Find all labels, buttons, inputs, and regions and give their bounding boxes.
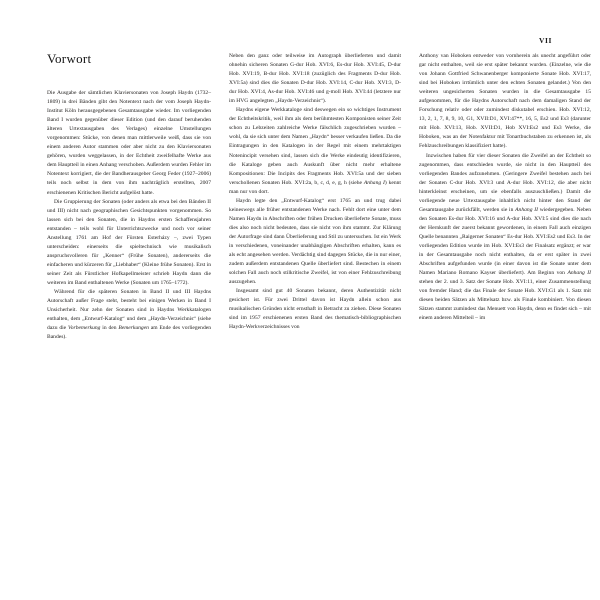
paragraph [229, 106, 401, 196]
italic-run: Bemerkungen [118, 325, 149, 332]
column-one-paragraphs [47, 89, 211, 342]
text-run: am Ende des vorliegenden Bandes). [47, 325, 211, 341]
paragraph [47, 288, 211, 342]
text-run: ) nicht nach geographischen Gesichtspunkten vorgenommen. So lassen sich bei den Sonaten, die in Haydns ersten Schaffensjahren entstanden – teils wohl für Unterrichtszwecke und noch vor seiner Anstellung 1761 am Hof der Fürsten Esterházy –, zwei Typen unterscheiden: einerseits die spieltechnisch wie musikalisch anspruchsvolleren für „Kenner“ (Frühe Sonaten), andererseits die einfacheren und kürzeren für „Liebhaber“ (Kleine frühe Sonaten). Erst in seiner Zeit als Fürstlicher Hofkapellmeister schrieb Haydn dann die weiteren im Band enthaltenen Werke (Sonaten um 1765–1772). [47, 207, 211, 286]
text-run: Haydn legte den „Entwurf-Katalog“ erst 1765 an und trug dabei keineswegs alle früher entstandenen Werke nach. Fehlt dort eine unter dem Namen Haydn in Abschriften oder frühen Drucken überlieferte Sonate, muss dies also noch nicht bedeuten, dass sie nicht von ihm stammt. Zur Klärung der Autorfrage sind dann Überlieferung und Stil zu untersuchen. Ist ein Werk in verschiedenen, voneinander unabhängigen Abschriften erhalten, kann es als echt angesehen werden. Verdächtig sind dagegen Stücke, die in nur einer, zudem außerdem entstandenen Quelle überliefert sind. Bestechen in einem solchen Fall auch noch stilkritische Zweifel, ist von einer Fehlzuschreibung auszugehen. [229, 197, 401, 286]
text-run: Die Gruppierung der Sonaten (oder [54, 198, 135, 205]
column-three [419, 52, 591, 323]
text-run: Insgesamt sind gut 40 Sonaten bekannt, deren Authentizität nicht gesichert ist. Für zwei Drittel davon ist Haydn allein schon aus musikalischen Gründen nicht ernsthaft in Betracht zu ziehen. Diese Sonaten sind im 1957 erschienenen ersten Band des thematisch-bibliographischen Haydn-Werkverzeichnisses von [229, 288, 401, 331]
paragraph [419, 152, 591, 324]
text-run: Inzwischen haben für vier dieser Sonaten die Zweifel an der Echtheit so zugenommen, dass entschieden wurde, sie nicht in den Hauptteil des vorliegenden Bandes aufzunehmen. (Geringere Zweifel bestehen auch bei der Sonaten C-dur Hob. XVI:3 und A-dur Hob. XVI:12, die aber nicht hinterkleinst erscheinen, um sie ebenfalls auszuschließen.) Damit die vorliegende neue Urtextausgabe inhaltlich nicht hinter den Stand der Gesamtausgabe zurückfällt, werden sie in [419, 152, 591, 213]
text-run: in den [100, 325, 119, 332]
text-run: wiedergegeben. Neben den Sonaten Es-dur Hob. XVI:16 und A-dur Hob. XVI:5 sind dies die nach der Hernkunft der zuerst bekannt gewordenen, in einem Fall auch einzigen Quelle benannten „Raigerner Sonaten“ Es-dur Hob. XVI:Es2 und Es3. In der vorliegenden Edition wurde im Hob. XVI:Es3 der Finalsatz ergänzt; er war in der Gesamtausgabe noch nicht enthalten, da er erst später in zwei Abschriften aufgefunden wurde (in einer davon ist die Sonate unter dem Namen Mariano Romano Kayser überliefert). Am Beginn von [419, 206, 592, 277]
paragraph [47, 89, 211, 198]
italic-run: Vorbemerkung [67, 325, 101, 332]
paragraph [47, 198, 211, 288]
text-run: ) kennt man nur von dort. [229, 179, 401, 195]
paragraph [419, 52, 591, 152]
column-one [47, 52, 211, 342]
italic-run: Anhang II [515, 206, 538, 213]
column-two-paragraphs [229, 52, 401, 332]
text-run: anders als etwa bei den Bänden II und III [47, 198, 211, 214]
text-run: Neben den ganz oder teilweise im Autograph überlieferten und damit ohnehin sicheren Sonaten G-dur Hob. XVI:6, Es-dur Hob. XVI:45, D-dur Hob. XVI:19, B-dur Hob. XVI:18 (zuzüglich des Fragments D-dur Hob. XVI:5a) sind dies die Sonaten D-dur Hob. XVI:14, C-dur Hob. XVI:3, D-dur Hob. XVI:4, As-dur Hob. XVI:46 und g-moll Hob. XVI:44 (letztere nur im HVG angelegten „Haydn-Verzeichnis“). [229, 53, 401, 105]
text-run: Anthony van Hoboken entweder von vornherein als unecht angeführt oder gar nicht enthalten, weil sie erst später bekannt wurden. (Einzelne, wie die von Johann Gottfried Schwanenberger komponierte Sonate Hob. XVI:17, sind bei Hoboken irrtümlich unter den echten Sonaten gelandet.) Von den weiteren ungesicherten Sonaten wurden in die Gesamtausgabe 15 aufgenommen, für die Haydns Autorschaft nach dem damaligen Stand der Forschung relativ oder oder zumindest diskutabel erschien. Hob. XVI:12, 13, 2, 1, 7, 8, 9, 10, G1, XVII:D1, XVI:47**, 16, 5, Es2 und Es3 (darunter mit Hob. XVI:13, Hob. XVII:D1, Hob XVI:Es2 und Es3 Werke, die Hoboken, was an der Notenfaktur mit Tonartbuchstaben zu erkennen ist, als Fehlzuschreibungen klassifiziert hatte). [419, 53, 591, 150]
text-run: stehen der 2. und 3. Satz der Sonate Hob. XVI:11, einer Zusammenstellung von fremder Hand; die das Finale der Sonate Hob. XVI:G1 als 1. Satz mit diesen beiden Sätzen als Mittelsatz bzw. als Finale kombiniert. Von diesen Sätzen stammt zumindest das Menuett von Haydn, denn es findet sich – mit einem anderen Mittelteil – im [419, 279, 591, 322]
text-run: Die Ausgabe der sämtlichen Klaviersonaten von Joseph Haydn (1732–1809) in drei Bänden gibt den Notentext nach der vom Joseph Haydn-Institut Köln herausgegebenen Gesamtausgabe wieder. Im vorliegenden Band I wurden gegenüber dieser Edition (und den darauf beruhenden älteren Urtextausgaben des Verlages) einzelne Umstellungen vorgenommen: Stücke, von denen man mittlerweile weiß, dass sie von einem anderen Autor stammen oder aber nicht zu den Klaviersonaten gehören, wurden weggelassen, in der Echtheit zweifelhafte Werke aus dem Hauptteil in einen Anhang verschoben. Außerdem wurden Fehler im Notentext korrigiert, die der Bandherausgeber Georg Feder (1927–2006) teils noch selbst in dem von ihm nachträglich erstellten, 2007 erschienenen Kritischen Bericht aufgelöst hatte. [47, 90, 211, 196]
three-column-text-body [47, 51, 592, 342]
paragraph [229, 52, 401, 106]
column-two [229, 52, 401, 332]
italic-run: Anhang I [363, 179, 385, 186]
page-number: VII [538, 36, 552, 45]
paragraph [229, 197, 401, 287]
paragraph [229, 287, 401, 332]
text-run: Während für die späteren Sonaten in Band II und III Haydns Autorschaft außer Frage steht, besteht bei einigen Werken in Band I Unsicherheit. Nur zehn der Sonaten sind in Haydns Werkkatalogen enthalten, dem „Entwurf-Katalog“ und dem „Haydn-Verzeichnis“ (siehe dazu die [47, 289, 211, 332]
text-run: Haydns eigene Werkkataloge sind deswegen ein so wichtiges Instrument der Echtheitskritik, weil ihm als dem berühmtesten Komponisten seiner Zeit schon zu Lebzeiten zahlreiche Werke fälschlich zugeschrieben wurden – wohl, da sie sich unter dem Namen „Haydn“ besser verkaufen ließen. Da die Eintragungen in den Katalogen in der Regel mit einem mehrtaktigen Notenincipit versehen sind, lassen sich die Werke eindeutig identifizieren, die Kataloge geben auch Auskunft über nicht mehr erhaltene Kompositionen: Die Incipits des Fragments Hob. XVI:5a und der sieben verschollenen Sonaten Hob. XVI:2a, b, c, d, e, g, h (siehe [229, 107, 401, 186]
column-three-paragraphs [419, 52, 591, 323]
page-title: Vorwort [47, 51, 92, 66]
italic-run: Anhang II [567, 270, 591, 277]
